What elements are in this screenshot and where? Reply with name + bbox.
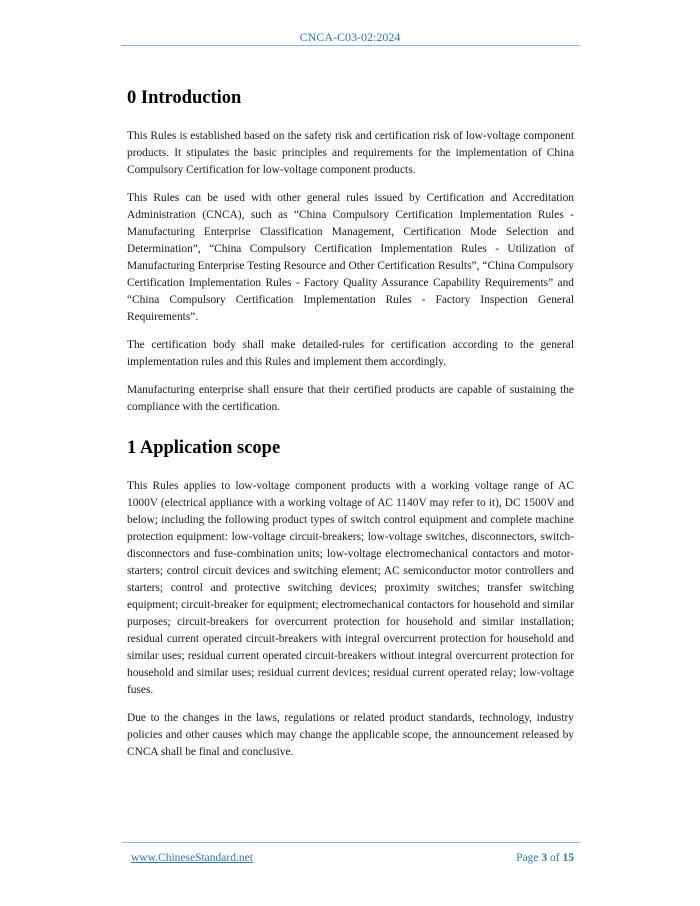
scope-paragraph-2: Due to the changes in the laws, regulations or related product standards, technology, industry policies and other causes which may change the applicable scope, the announcement released by CNCA shall be final and conclusive. <box>127 712 574 758</box>
scope-paragraph-1: This Rules applies to low-voltage component products with a working voltage range of AC 1000V (electrical appliance with a working voltage of AC 1140V may refer to it), DC 1500V and below; including the following product types of switch control equipment and complete machine protection equipment: low-voltage circuit-breakers; low-voltage switches, disconnectors, switch-disconnectors and fuse-combination units; low-voltage electromechanical contactors and motor-starters; control circuit devices and switching element; AC semiconductor motor controllers and starters; control and protective switching devices; proximity switches; transfer switching equipment; circuit-breaker for equipment; electromechanical contactors for household and similar purposes; circuit-breakers for overcurrent protection for household and similar installation; residual current operated circuit-breakers with integral overcurrent protection for household and similar uses; residual current operated circuit-breakers without integral overcurrent protection for household and similar uses; residual current devices; residual current operated relay; low-voltage fuses. <box>127 480 574 696</box>
page-word: Page <box>516 852 539 864</box>
current-page-number: 3 <box>541 852 548 864</box>
intro-paragraph-1: This Rules is established based on the safety risk and certification risk of low-voltage component products. It stipulates the basic principles and requirements for the implementation of China Compulsory Certification for low-voltage component products. <box>127 130 574 176</box>
total-pages-number: 15 <box>562 852 574 864</box>
intro-paragraph-3: The certification body shall make detailed-rules for certification according to the general implementation rules and this Rules and implement them accordingly. <box>127 339 574 368</box>
intro-paragraph-4: Manufacturing enterprise shall ensure that their certified products are capable of sustaining the compliance with the certification. <box>127 384 574 413</box>
intro-paragraph-2: This Rules can be used with other general rules issued by Certification and Accreditation Administration (CNCA), such as “China Compulsory Certification Implementation Rules - Manufacturing Enterprise Classification Management, Certification Mode Selection and Determination”, “China Compulsory Certification Implementation Rules - Utilization of Manufacturing Enterprise Testing Resource and Other Certification Results”, “China Compulsory Certification Implementation Rules - Factory Quality Assurance Capability Requirements” and “China Compulsory Certification Implementation Rules - Factory Inspection General Requirements”. <box>127 192 574 323</box>
of-word: of <box>550 852 560 864</box>
section-heading-introduction: 0 Introduction <box>127 88 242 108</box>
header-divider <box>121 45 580 46</box>
section-heading-application-scope: 1 Application scope <box>127 438 281 458</box>
website-link[interactable]: www.ChineseStandard.net <box>131 852 253 864</box>
document-code-header: CNCA-C03-02:2024 <box>299 30 401 44</box>
footer-divider <box>122 842 580 843</box>
page-content <box>127 86 574 761</box>
page-number <box>516 852 574 864</box>
